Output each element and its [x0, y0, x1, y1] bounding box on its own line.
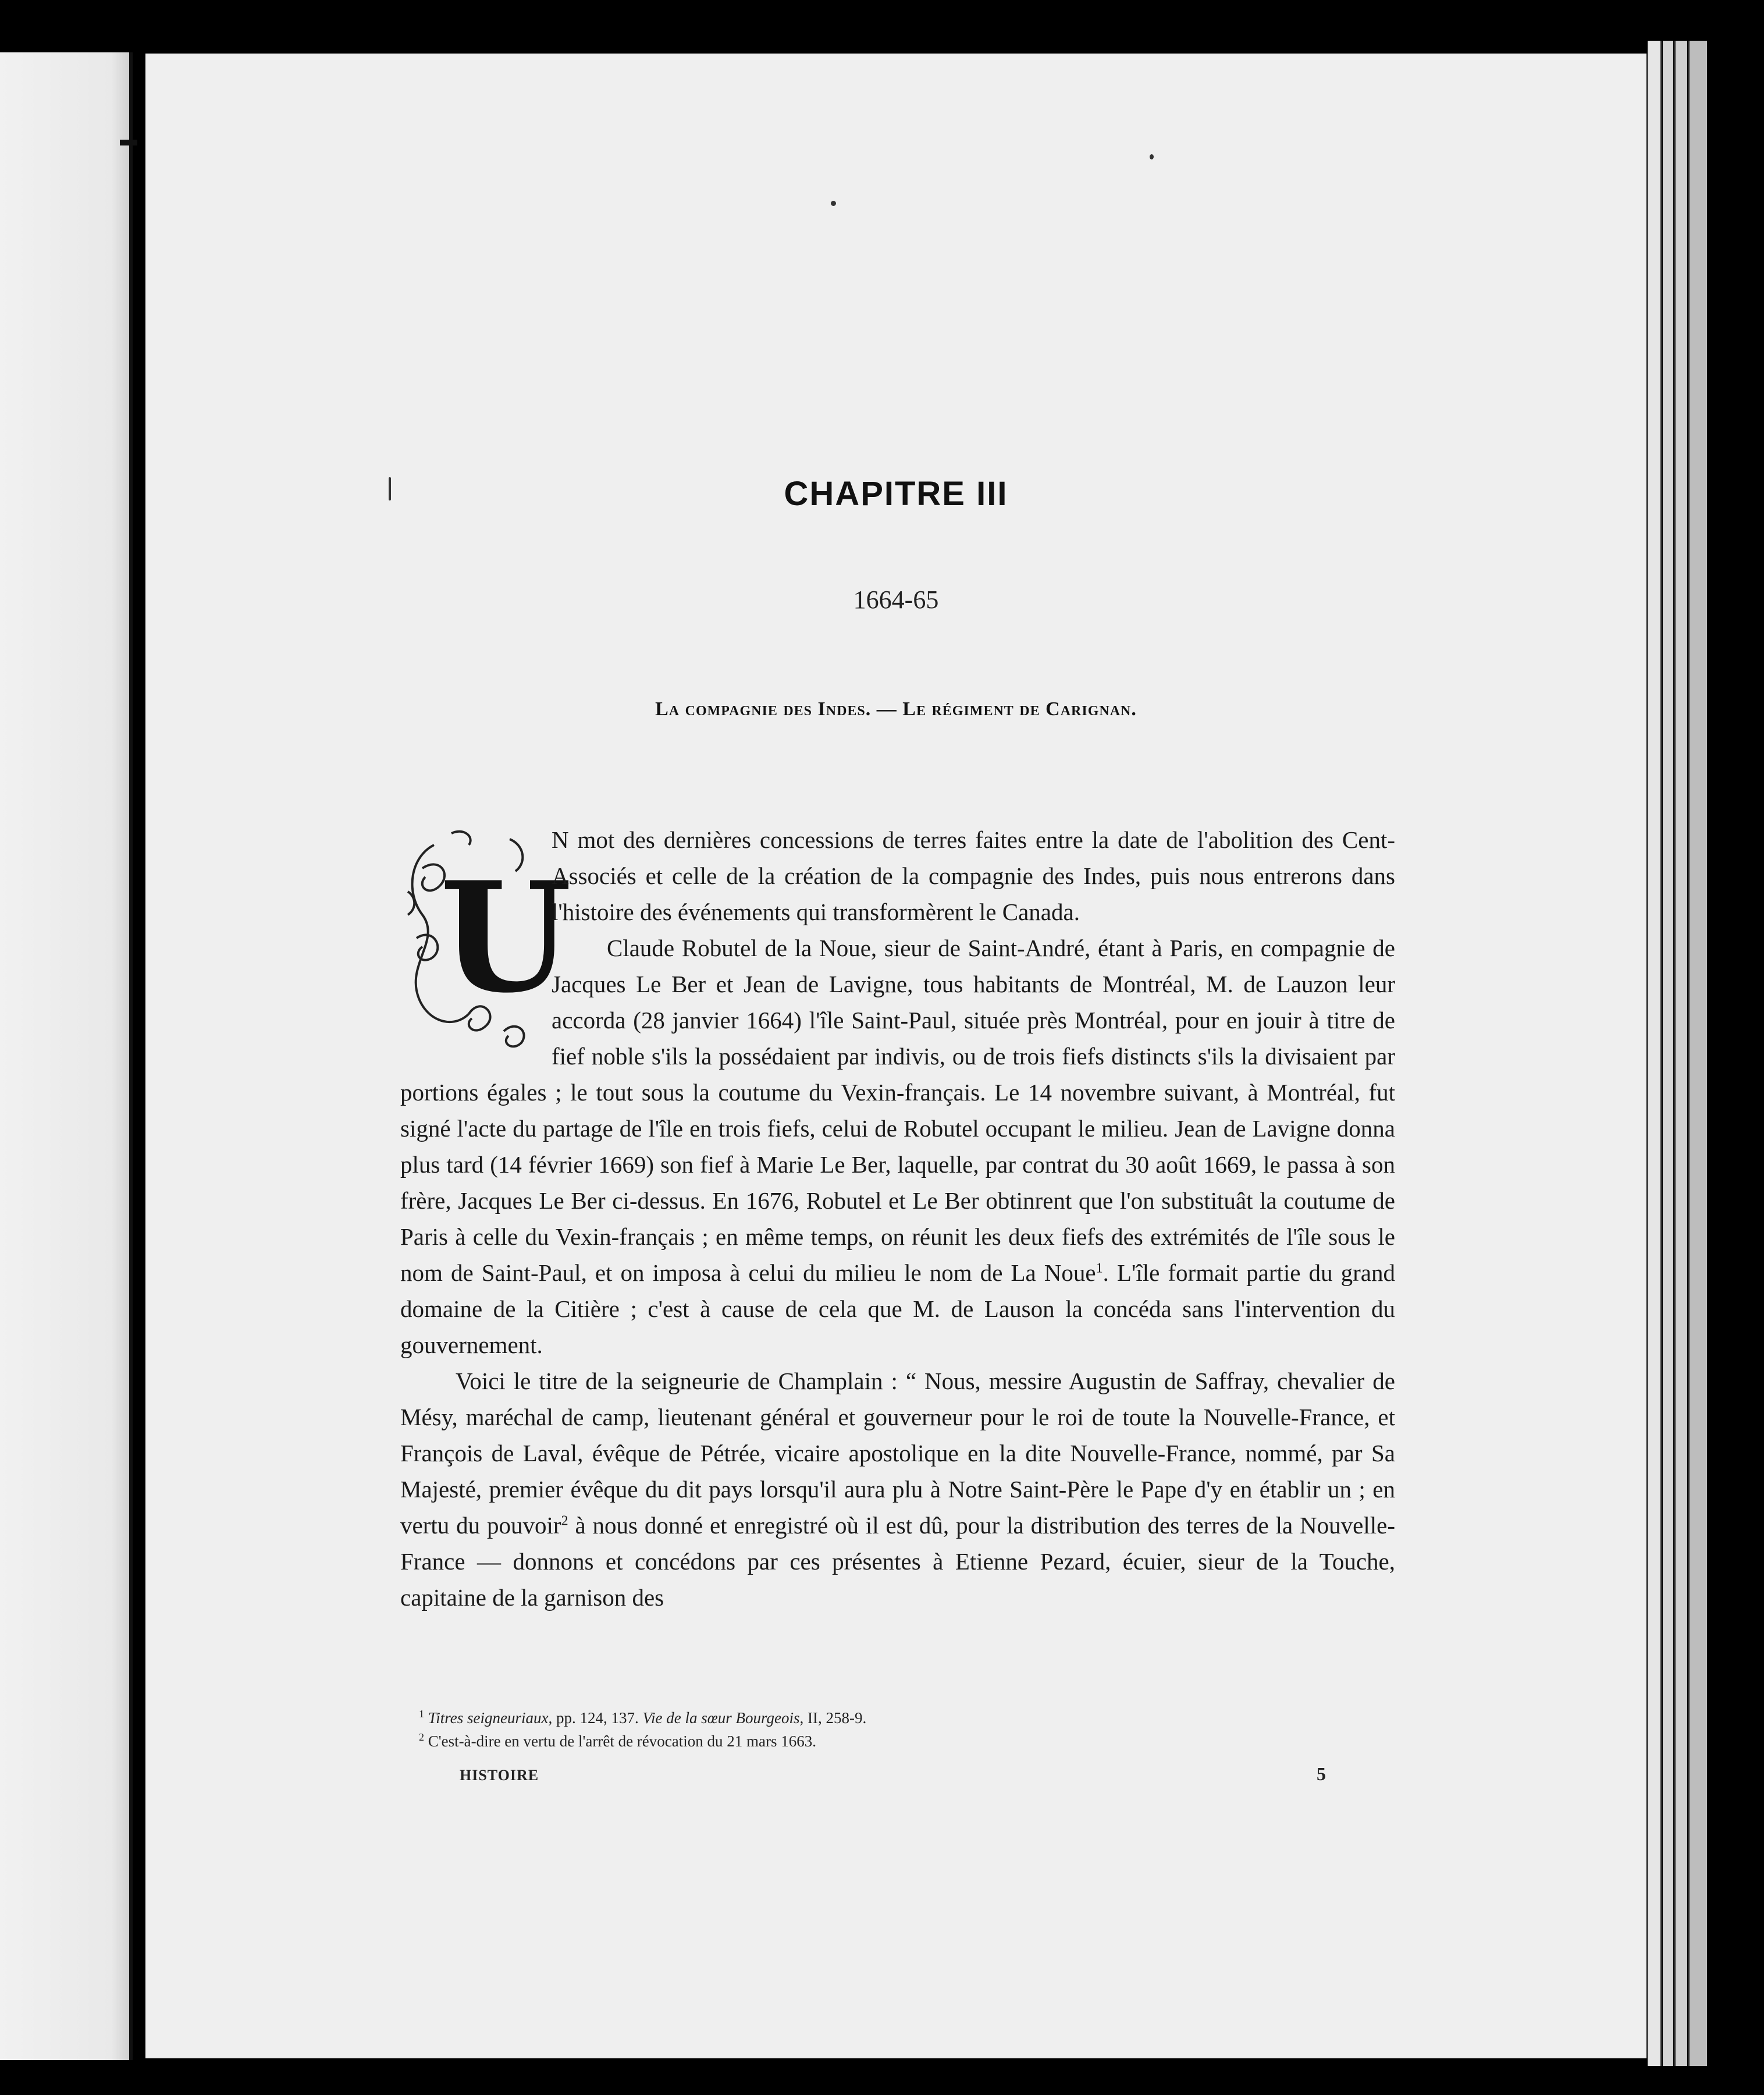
footnote-ref-2: 2	[561, 1513, 568, 1529]
ink-speck	[831, 201, 836, 206]
page-edge	[1690, 41, 1707, 2066]
ink-speck	[1150, 154, 1154, 159]
footnote-2: $^2$ C'est-à-dire en vertu de l'arrêt de révocation du 21 mars 1663.	[419, 1731, 816, 1750]
footnotes	[419, 1706, 1408, 1753]
paragraph-1: N mot des dernières concessions de terres faites entre la date de l'abolition des Cent-Associés et celle de la création de la compagnie des Indes, puis nous entrerons dans l'histoire des événements qui transformèrent le Canada.	[552, 826, 1395, 925]
chapter-title: CHAPITRE III	[784, 475, 1008, 513]
footnote-ref-1: 1	[1096, 1260, 1103, 1276]
page-edge	[1648, 41, 1660, 2066]
page-edge	[1676, 41, 1687, 2066]
svg-text:U: U	[440, 849, 572, 1027]
chapter-subtitle: La compagnie des Indes. — Le régiment de Carignan.	[655, 698, 1137, 720]
page-edge	[1663, 41, 1673, 2066]
running-title: HISTOIRE	[460, 1767, 539, 1784]
body-text	[400, 822, 1395, 1615]
left-page-edge	[0, 52, 131, 2060]
paragraph-2: Claude Robutel de la Noue, sieur de Saint-André, étant à Paris, en compagnie de Jacques Le Ber et Jean de Lavigne, tous habitants de Montréal, M. de Lauzon leur accorda (28 janvier 1664) l'île Saint-Paul, située près Montréal, pour en jouir à titre de fief noble s'ils la possédaient par indivis, ou de trois fiefs distincts s'ils la divisaient par portions égales ; le tout sous la coutume du Vexin-français. Le 14 novembre suivant, à Montréal, fut signé l'acte du partage de l'île en trois fiefs, celui de Robutel occupant le milieu. Jean de Lavigne donna plus tard (14 février 1669) son fief à Marie Le Ber, laquelle, par contrat du 30 août 1669, le passa à son frère, Jacques Le Ber ci-dessus. En 1676, Robutel et Le Ber obtinrent que l'on substituât la coutume de Paris à celle du Vexin-français ; en même temps, on réunit les deux fiefs des extrémités de l'île sous le nom de Saint-Paul, et on imposa à celui du milieu le nom de La Noue$^1$. L'île formait partie du grand domaine de la Citière ; c'est à cause de cela que M. de Lauson la concéda sans l'intervention du gouvernement.	[400, 935, 1395, 1358]
page-edge-line	[1660, 41, 1662, 2066]
ornamental-drop-cap	[399, 822, 572, 1054]
page-edge-line	[1674, 41, 1676, 2066]
gutter-line	[129, 52, 133, 2060]
footnote-1: $^1$ Titres seigneuriaux, pp. 124, 137. Vie de la sœur Bourgeois, II, 258-9.	[419, 1708, 867, 1727]
chapter-years: 1664-65	[853, 585, 939, 614]
signature-mark: 5	[1317, 1763, 1326, 1784]
paragraph-3: Voici le titre de la seigneurie de Champlain : “ Nous, messire Augustin de Saffray, chevalier de Mésy, maréchal de camp, lieutenant général et gouverneur pour le roi de toute la Nouvelle-France, et François de Laval, évêque de Pétrée, vicaire apostolique en la dite Nouvelle-France, nommé, par Sa Majesté, premier évêque du dit pays lorsqu'il aura plu à Notre Saint-Père le Pape d'y en établir un ; en vertu du pouvoir$^2$ à nous donné et enregistré où il est dû, pour la distribution des terres de la Nouvelle-France — donnons et concédons par ces présentes à Etienne Pezard, écuier, sieur de la Touche, capitaine de la garnison des	[400, 1368, 1395, 1611]
gutter-mark	[120, 140, 137, 145]
page-edge-line	[1688, 41, 1690, 2066]
